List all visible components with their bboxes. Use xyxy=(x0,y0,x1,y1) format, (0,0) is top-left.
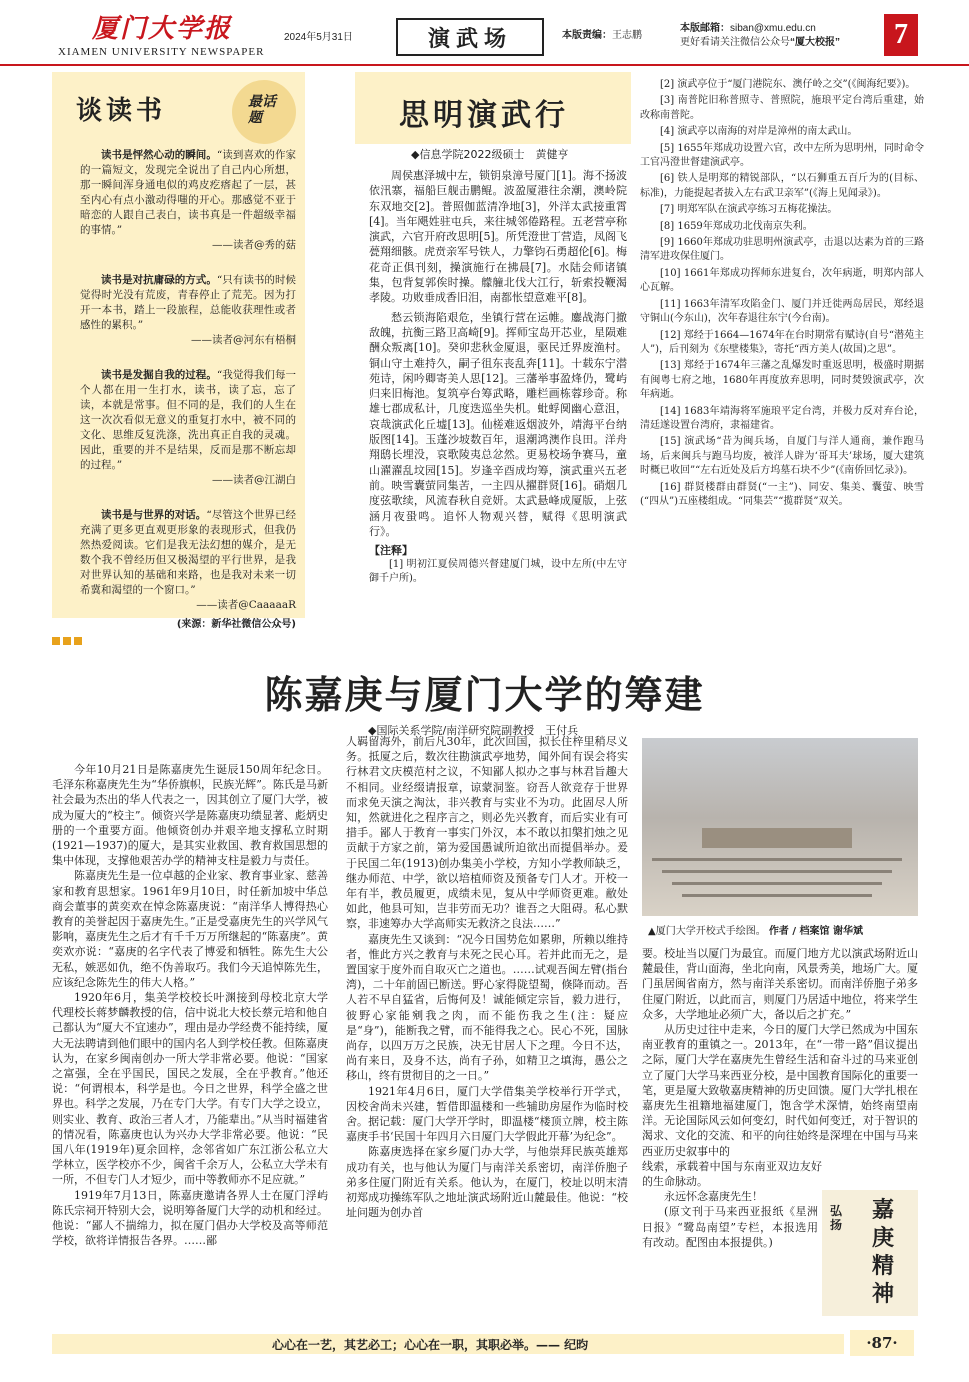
article-title: 陈嘉庚与厦门大学的筹建 xyxy=(264,672,705,717)
editor-label: 本版责编： xyxy=(562,30,612,41)
editor-name: 王志鹏 xyxy=(612,30,642,41)
article-paragraph: 永远怀念嘉庚先生！ xyxy=(664,1190,763,1204)
topic-badge-text: 最话题 xyxy=(248,94,276,126)
article-paragraph: 陈嘉庚先生是一位卓越的企业家、教育事业家、慈善家和教育思想家。1961年9月10日，时任新加坡中华总商会董事的黄奕欢在悼念陈嘉庚说：“南洋华人博得热心教育的美誉起因于嘉庚先生。”正是受嘉庚先生的兴学风气影响，嘉庚先生之后才有千千万万所继起的“陈嘉庚”。黄奕欢亦说：“嘉庚的名字代表了博爱和牺牲。陈先生大公无私，嫉恶如仇，绝不伪善取巧。我们今天追悼陈先生，应该纪念陈先生的伟大人格。” xyxy=(52,869,328,989)
newspaper-logo: 厦门大学报 xyxy=(92,14,233,44)
article-paragraph: 1921年4月6日，厦门大学借集美学校举行开学式，因校舍尚未兴建，暂借即温楼和一些辅助房屋作为临时校舍。据记载：厦门大学开学时，即温楼“楼顶立牌，校主陈嘉庚手书‘民国十年四月六日厦门大学假此开幕’为纪念”。 xyxy=(346,1084,628,1144)
article-paragraph: 1919年7月13日，陈嘉庚邀请各界人士在厦门浮屿陈氏宗祠开特别大会，说明筹备厦门大学的动机和经过。他说：“鄙人不揣绵力，拟在厦门倡办大学校及高等师范学校，欲将详情报告各界。……鄙 xyxy=(52,1188,328,1248)
quote-signature: ——读者@秀的菇 xyxy=(212,239,296,251)
quote-lead: 读书是对抗庸碌的方式。 xyxy=(101,274,217,286)
quote-signature: ——读者@河东有梧桐 xyxy=(191,334,296,346)
article-column-2 xyxy=(346,734,628,1221)
note-item: [12] 郑经于1664—1674年在台时期常有赋诗(自号“潜苑主人”)，后刊刻为《东壁楼集》，寄托“西方美人(故国)之思”。 xyxy=(640,329,924,355)
note-item: [3] 南普陀旧称普照寺、普照院，施琅平定台湾后重建，始改称南普陀。 xyxy=(640,95,924,121)
article-paragraph: 线索，承载着中国与东南亚双边友好的生命脉动。 xyxy=(642,1159,822,1189)
quote-lead: 读书是怦然心动的瞬间。 xyxy=(101,149,217,161)
article-paragraph: 从历史过往中走来，今日的厦门大学已然成为中国东南亚教育的重镇之一。2013年，在“一带一路”倡议提出之际，厦门大学在嘉庚先生曾经生活和奋斗过的马来亚创立了厦门大学马来西亚分校，是中国教育国际化的重要一笔，更是厦大致敬嘉庚精神的历史回馈。厦门大学扎根在嘉庚先生祖籍地福建厦门，饱含学术深情，始终南望南洋。无论国际风云如何变幻，时代如何变迁，对于智识的渴求、文化的交流、和平的向往始终是深埋在中国与马来西亚历史叙事中的 xyxy=(642,1023,918,1158)
poem-author: ◆信息学院2022级硕士 黄健亨 xyxy=(411,148,569,161)
calligraphy-text: 嘉庚精神 xyxy=(872,1197,895,1307)
quote-text: “尽管这个世界已经充满了更多更直观更形象的表现形式，但我仍然热爱阅读。它们是我无法幻想的媒介，是无数个我不曾经历但又极渴望的平行世界，是我对世界认知的基础和来路，也是我对未来一切希冀和渴望的一个窗口。” xyxy=(80,509,297,596)
footer-page-number: ·87· xyxy=(850,1330,914,1356)
calligraphy-small-text: 弘扬 xyxy=(830,1204,843,1232)
note-item: [2] 演武亭位于“厦门港院东、澳仔岭之交”(《闽海纪要》)。 xyxy=(660,79,916,90)
article-author: ◆国际关系学院/南洋研究院副教授 王付兵 xyxy=(368,724,579,737)
article-paragraph: 人羁留海外，前后凡30年，此次回国，拟长住梓里稍尽义务。抵厦之后，数次往勘演武亭地势，闻外间有误会将实行林君文庆模范村之议，不知鄙人拟办之事与林君旨趣大不相同。业经缀请报章，谅蒙洞鉴。窃吾人欲竞存于世界而求免天演之淘汰，非兴教育与实业不为功。此固尽人所知，然就进化之程序言之，则必先兴教育，而后实业有可措手。鄙人于教育一事实门外汉，本不敢以扣槃扪烛之见贡献于方家之前，第为爱国愚诚所迫欲出而提倡举办。爰于民国二年(1913)创办集美小学校，方知小学教师缺乏，继办师范、中学，欲以培植师资及预备专门人才。开校一年有半，教员履更，成绩未见，复从中学师资更难。敝处如此，他县可知，岂非劳而无功？谁吾之大阻碍。私心默察，非速筹办大学高师实无救济之良法……” xyxy=(346,735,628,931)
quote-signature: ——读者@CaaaaaR xyxy=(196,599,296,611)
mail-address[interactable]: siban@xmu.edu.cn xyxy=(730,23,816,34)
mail-note-prefix: 更好看请关注微信公众号 xyxy=(680,37,790,48)
newspaper-logo-en: XIAMEN UNIVERSITY NEWSPAPER xyxy=(58,46,265,58)
note-item: [16] 群贤楼群由群贤(“一主”)、同安、集美、囊萤、映雪(“四从”)五座楼组成。“同集芸”“揽群贤”双关。 xyxy=(640,481,924,507)
reading-body xyxy=(80,148,296,632)
note-item: [11] 1663年清军攻陷金门、厦门并迁徙两岛居民，郑经退守铜山(今东山)，次年春退往东宁(今台南)。 xyxy=(640,298,924,325)
article-paragraph: 要。校址当以厦门为最宜。而厦门地方尤以演武场附近山麓最佳，背山面海，坐北向南，风景秀美，地场广大。厦门虽居闽省南方，然与南洋关系密切。而南洋侨胞子弟多住厦门附近，以此而言，则厦门乃居适中地位，将来学生众多，大学地址必须广大，备以后之扩充。” xyxy=(642,947,918,1021)
note-item: [4] 演武亭以南海的对岸是漳州的南太武山。 xyxy=(660,126,858,138)
photo-caption-text: ▲厦门大学开校式手绘图。 xyxy=(648,926,766,937)
mail-block xyxy=(680,22,840,50)
article-paragraph: 陈嘉庚选择在家乡厦门办大学，与他崇拜民族英雄郑成功有关，也与他认为厦门与南洋关系密切，南洋侨胞子弟多住厦门附近有关系。他认为，在厦门，校址以明末清初郑成功操练军队之地址演武场附近山麓最佳。他说：“校址问题为创办首 xyxy=(346,1145,628,1220)
reading-title: 谈读书 xyxy=(76,96,167,126)
quote-text: “只有读书的时候觉得时光没有荒废，青春停止了荒芜。因为打开一本书，踏上一段旅程，总能收获理性或者感性的累积。” xyxy=(80,274,297,331)
article-column-1 xyxy=(52,762,328,1249)
editor-line xyxy=(562,26,642,41)
note-item: [14] 1683年靖海将军施琅平定台湾，并极力反对弃台论，清廷遂设置台湾府，隶福建省。 xyxy=(640,405,924,431)
section-divider-icon xyxy=(52,630,92,638)
note-item: [1] 明初江夏侯周德兴督建厦门城，设中左所(中左守御千户所)。 xyxy=(369,559,627,585)
poem-body xyxy=(369,168,627,590)
poem-notes xyxy=(640,78,924,511)
poem-paragraph: 愁云锁海陷艰危，坐镇行营在运帷。鏖战海门撤敌魄，抗衡三路卫高崎[9]。挥师宝岛开芯业，星陨难酬众叛离[10]。癸卯悲秋金厦退，驱民迁界废渔村。铜山守土难持久，嗣子徂东丧乱奔[11]。十载东宁潜苑诗，闲吟卿寄美人思[12]。三藩举事盈烽仍，鹭屿归来旧梅池。复筑亭台筹武略，雕栏画栋蓉珍奇。称雄七郡成私计，几度迭巡坐失机。蚍蜉阒幽心意沮，哀哉演武化丘墟[13]。仙槎难返烟波外，靖海平台纳版图[14]。玉蓬沙坡数百年，退潮鸿澳作良田。洋舟翔鸱长埋没，哀歌陵夷总忿然。更易校场争赛马，童山濯濯乱坟园[15]。岁逢辛酉成均筹，演武重兴五老前。映雪囊萤同集苦，一主四从擢群贤[16]。硝烟几度弦歌续，风流春秋自竞妍。太武悬峰成厦版，上弦涵月夜蛩鸣。追怀人物观兴替，赋得《思明演武行》。 xyxy=(369,310,627,538)
note-item: [15] 演武场“昔为闽兵场，自厦门与洋人通商，兼作跑马场，后来闽兵与跑马均废，被洋人辟为‘哥耳夫’球场，厦大建筑时概已收回”“左右近处及后方坞墓石块不少”(《南侨回忆录》)。 xyxy=(640,436,924,477)
note-item: [9] 1660年郑成功驻思明州演武亭，击退以达素为首的三路清军进攻保住厦门。 xyxy=(640,237,924,263)
note-item: [8] 1659年郑成功北伐南京失利。 xyxy=(660,220,813,232)
quote-signature: ——读者@江湖白 xyxy=(212,474,296,486)
mail-label: 本版邮箱： xyxy=(680,23,730,34)
mail-note: “厦大校报” xyxy=(790,37,840,48)
article-paragraph: 今年10月21日是陈嘉庚先生诞辰150周年纪念日。毛泽东称嘉庚先生为“华侨旗帜，民族光辉”。陈氏是马新社会最为杰出的华人代表之一，因其创立了厦门大学，被成为厦大的“校主”。倾资兴学是陈嘉庚功绩显著、彪炳史册的一个重要方面。他倾资创办并艰辛地支撑私立时期(1921—1937)的厦大，是其实业救国、教育救国思想的集中体现，支撑他艰苦办学的精神支柱是毅力与责任。 xyxy=(52,763,328,868)
article-source-note: (原文刊于马来西亚报纸《星洲日报》“鹭岛南望”专栏，本报选用有改动。配图由本报提供。) xyxy=(642,1205,818,1249)
section-title: 演武场 xyxy=(396,18,544,56)
page-number-badge: 7 xyxy=(884,14,918,56)
notes-heading: 【注释】 xyxy=(369,544,413,558)
note-item: [10] 1661年郑成功挥师东进复台，次年病逝，明郑内部人心瓦解。 xyxy=(640,267,924,294)
quote-lead: 读书是与世界的对话。 xyxy=(101,509,207,521)
reading-quote xyxy=(80,148,296,238)
quote-lead: 读书是发掘自我的过程。 xyxy=(101,369,217,381)
reading-column xyxy=(52,72,305,630)
poem-title: 思明演武行 xyxy=(399,98,569,133)
photo-caption xyxy=(648,922,863,937)
note-item: [6] 铁人是明郑的精锐部队，“以石狮重五百斤为的(目标、标准)，力能提起者拔入左右武卫亲军”(《海上见闻录》)。 xyxy=(640,173,924,199)
note-item: [13] 郑经于1674年三藩之乱爆发时重返思明，极盛时期据有闽粤七府之地，1680年再度放弃思明，同时焚毁演武亭，次年病逝。 xyxy=(640,360,924,401)
publication-date: 2024年5月31日 xyxy=(284,32,353,43)
article-paragraph: 1920年6月，集美学校校长叶渊接到母校北京大学代理校长蒋梦麟教授的信，信中说北大校长蔡元培和他自己都认为“厦大不宜速办”，理由是办学经费不能持续，厦大无法聘请到他们眼中的国内名人到学校任教。但陈嘉庚认为，在家乡闽南创办一所大学非常必要。他说：“国家之富强，全在乎国民，国民之发展，全在乎教育。”他还说：“何谓根本，科学是也。今日之世界，科学全盛之世界也。科学之发展，乃在专门大学。有专门大学之设立，则实业、教育、政治三者人才，乃能辈出。”从当时福建省的情况看，陈嘉庚也认为兴办大学非常必要。他说：“民国八年(1919年)夏余回梓，念邻省如广东江浙公私立大学林立，医学校亦不少，闽省千余万人，公私立大学未有一所，不但专门人才短少，而中等教师亦不足应就。” xyxy=(52,991,328,1187)
reading-quote xyxy=(80,273,296,333)
reading-quote xyxy=(80,368,296,473)
poem-section xyxy=(355,72,631,618)
footer-motto: 心心在一艺，其艺必工；心心在一职，其职必举。—— 纪昀 xyxy=(272,1338,589,1352)
note-item: [5] 1655年郑成功设置六官，改中左所为思明州，同时命令工官冯澄世督建演武亭。 xyxy=(640,142,924,169)
masthead xyxy=(0,0,969,66)
campus-opening-painting xyxy=(642,738,918,916)
photo-caption-credit: 作者 / 档案馆 谢华斌 xyxy=(768,926,863,937)
poem-paragraph: 周侯惠泽城中左，锁钥泉漳号厦门[1]。海不扬波依汛寨，福船巨舰击鹏鲲。波盈厦港往余潮，澳岭院东双地交[2]。普照伽蓝清净地[3]，外洋太武接重霄[4]。当年飓姓驻屯兵，来往城邻倦路程。五老营亭称演武，六官开府改思明[5]。所凭澄世丁营造，凤阁飞甍翔细骸。虎贲亲军号铁人，力擎钧石勇超伦[6]。梅花奇正俱刊刻，操演施行在拂晨[7]。水陆会师诸镇集，包背复郭俟时操。艨艟北伐大江行，斩索投鞭渴孝陵。功败垂成香旧泪，南都怅望意难平[8]。 xyxy=(369,169,627,305)
note-item: [7] 明郑军队在演武亭练习五梅花操法。 xyxy=(660,204,838,216)
quote-text: “读到喜欢的作家的一篇短文，发现完全说出了自己内心所想，那一瞬间浑身通电似的鸡皮疙瘩起了一层，甚至内心有点小激动得嗤的开心。那感觉不亚于暗恋的人跟自己表白，读书真是一件超级幸福的事情。” xyxy=(80,149,297,236)
reading-source: (来源：新华社微信公众号) xyxy=(176,619,296,630)
article-paragraph: 嘉庚先生又谈到：“况今日国势危如累卵，所赖以维持者，惟此方兴之教育与未死之民心耳。若并此而无之，是置国家于度外而自取灭亡之道也。……试观吾闽左臂(指台湾)，二十年前固已断送。野心家得陇望蜀，倏降而动。吾人若不早自猛省，后悔何及！诚能倾定宗旨，毅力进行，彼野心家能剜我之肉，而不能伤我之生(注：疑应是“身”)，能断我之臂，而不能得我之心。民心不死，国脉尚存，以四万万之民族，决无甘居人下之理。今日不达，尚有来日，及身不达，尚有子孙，如精卫之填海，愚公之移山，终有贯彻目的之一日。” xyxy=(346,932,628,1083)
quote-text: “我觉得我们每一个人都在用一生打水，读书，读了忘，忘了读，本就是常事。但不同的是，我们的人生在这一次次看似无意义的重复打水中，被不同的文化、思维反复洗涤，洗出真正自我的灵魂。因此，重要的并不是结果，反而是那不断忘却的过程。” xyxy=(80,369,297,471)
reading-quote xyxy=(80,508,296,598)
